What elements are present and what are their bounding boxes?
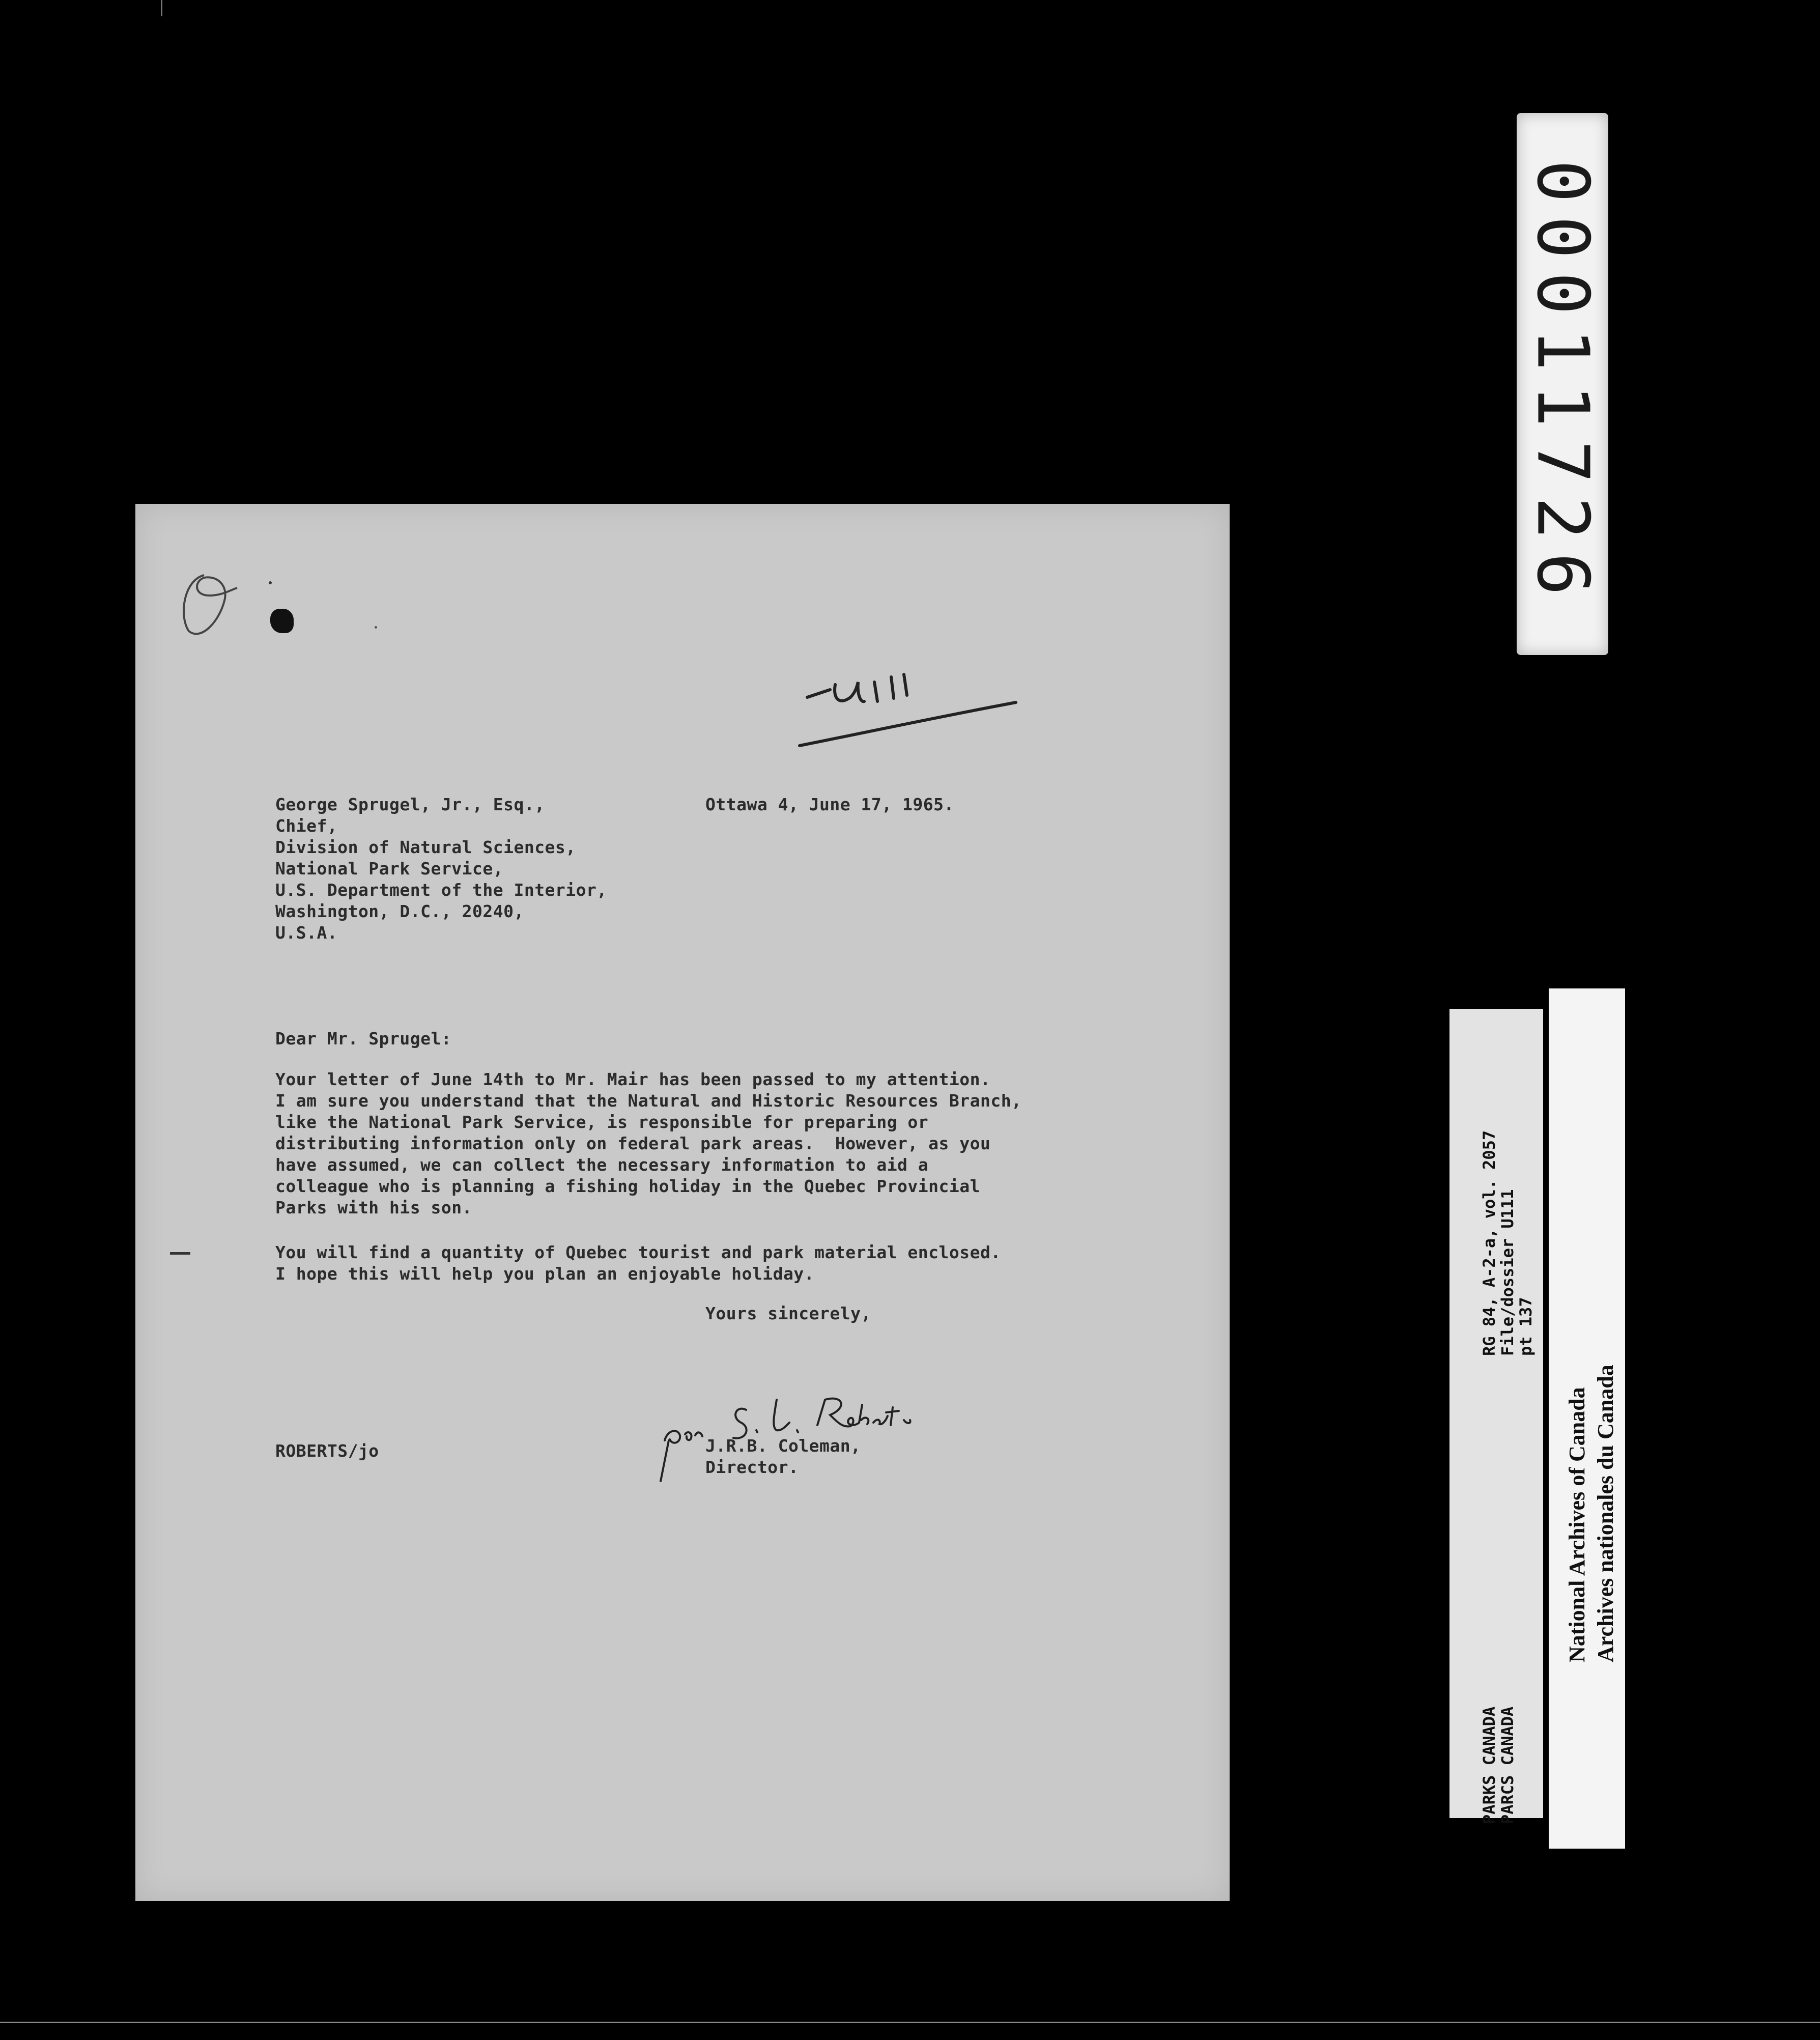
ink-dot — [375, 626, 377, 629]
archives-label: National Archives of Canada Archives nationales du Canada — [1565, 1365, 1618, 1662]
typist-initials: ROBERTS/jo — [275, 1441, 379, 1461]
margin-mark — [170, 1252, 190, 1255]
archives-label-card — [1549, 988, 1625, 1849]
ink-dot — [269, 581, 272, 584]
film-frame-mark — [161, 0, 162, 16]
reference-label-card — [1449, 1009, 1543, 1824]
signer-block: J.R.B. Coleman, Director. — [705, 1436, 861, 1477]
closing: Yours sincerely, — [705, 1304, 871, 1323]
frame-number-strip — [1517, 113, 1608, 655]
letter-page — [135, 504, 1230, 1901]
ink-blot — [270, 609, 294, 633]
salutation: Dear Mr. Sprugel: — [275, 1029, 452, 1049]
frame-number: 00011726 — [1521, 159, 1604, 609]
parks-canada-label: PARKS CANADA PARCS CANADA — [1480, 1706, 1517, 1824]
handwritten-file-reference — [792, 662, 1097, 758]
film-edge-line — [0, 2022, 1820, 2023]
letter-date: Ottawa 4, June 17, 1965. — [705, 795, 954, 814]
handwritten-circle-mark — [174, 565, 245, 641]
letter-paragraph: Your letter of June 14th to Mr. Mair has been passed to my attention. I am sure you understand that the Natural and Historic Resources Branch, like the National Park Service, is responsible for preparing or distributing information only on federal park areas. However, as you have assumed, we can collect the necessary information to aid a colleague who is planning a fishing holiday in the Quebec Provincial Parks with his son. — [275, 1069, 1022, 1217]
recipient-address: George Sprugel, Jr., Esq., Chief, Division of Natural Sciences, National Park Service, U.S. Department of the Interior, Washington, D.C., 20240, U.S.A. — [275, 795, 607, 943]
letter-paragraph: You will find a quantity of Quebec tourist and park material enclosed. I hope this will help you plan an enjoyable holiday. — [275, 1242, 1001, 1284]
archival-reference: RG 84, A-2-a, vol. 2057 File/dossier U111 pt 137 — [1480, 1130, 1535, 1356]
